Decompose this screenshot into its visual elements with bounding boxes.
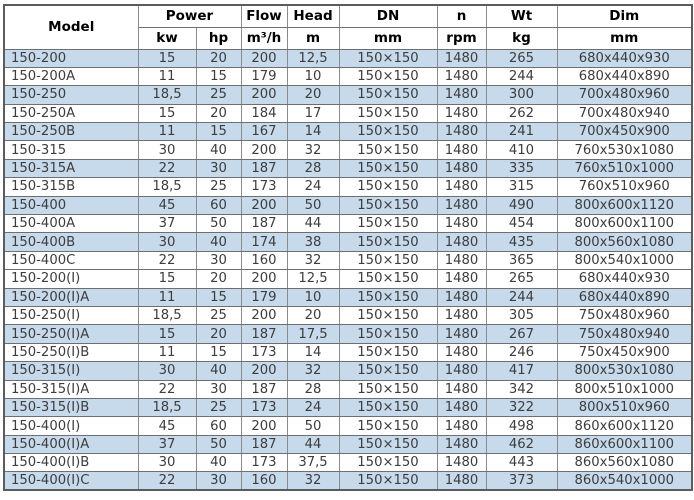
dim-cell: 750x480x960 bbox=[557, 306, 692, 324]
header-head-unit: m bbox=[287, 27, 339, 49]
n-cell: 1480 bbox=[437, 196, 486, 214]
hp-cell: 20 bbox=[196, 49, 241, 67]
dn-cell: 150×150 bbox=[339, 343, 437, 361]
dim-cell: 750x450x900 bbox=[557, 343, 692, 361]
hp-cell: 50 bbox=[196, 215, 241, 233]
wt-cell: 262 bbox=[486, 104, 557, 122]
model-cell: 150-250(I)A bbox=[4, 325, 138, 343]
table-row bbox=[4, 215, 692, 233]
head-cell: 50 bbox=[287, 417, 339, 435]
hp-cell: 15 bbox=[196, 67, 241, 85]
model-cell: 150-250(I) bbox=[4, 306, 138, 324]
wt-cell: 373 bbox=[486, 472, 557, 490]
hp-cell: 40 bbox=[196, 362, 241, 380]
dn-cell: 150×150 bbox=[339, 288, 437, 306]
hp-cell: 40 bbox=[196, 454, 241, 472]
dim-cell: 800x560x1080 bbox=[557, 233, 692, 251]
kw-cell: 18,5 bbox=[138, 306, 196, 324]
n-cell: 1480 bbox=[437, 270, 486, 288]
dim-cell: 680x440x890 bbox=[557, 288, 692, 306]
model-cell: 150-315(I)B bbox=[4, 398, 138, 416]
header-model: Model bbox=[4, 5, 138, 49]
kw-cell: 15 bbox=[138, 49, 196, 67]
header-head: Head bbox=[287, 5, 339, 27]
wt-cell: 410 bbox=[486, 141, 557, 159]
kw-cell: 22 bbox=[138, 380, 196, 398]
pump-spec-table bbox=[3, 4, 693, 491]
dn-cell: 150×150 bbox=[339, 251, 437, 269]
dn-cell: 150×150 bbox=[339, 67, 437, 85]
dim-cell: 800x600x1120 bbox=[557, 196, 692, 214]
kw-cell: 18,5 bbox=[138, 178, 196, 196]
hp-cell: 60 bbox=[196, 196, 241, 214]
flow-cell: 160 bbox=[241, 251, 287, 269]
model-cell: 150-250B bbox=[4, 123, 138, 141]
kw-cell: 37 bbox=[138, 215, 196, 233]
flow-cell: 187 bbox=[241, 325, 287, 343]
table-row bbox=[4, 178, 692, 196]
head-cell: 37,5 bbox=[287, 454, 339, 472]
header-dim: Dim bbox=[557, 5, 692, 27]
dim-cell: 800x510x960 bbox=[557, 398, 692, 416]
table-row bbox=[4, 270, 692, 288]
table-row bbox=[4, 196, 692, 214]
model-cell: 150-315A bbox=[4, 159, 138, 177]
hp-cell: 30 bbox=[196, 472, 241, 490]
n-cell: 1480 bbox=[437, 306, 486, 324]
head-cell: 32 bbox=[287, 141, 339, 159]
head-cell: 44 bbox=[287, 435, 339, 453]
flow-cell: 200 bbox=[241, 417, 287, 435]
model-cell: 150-315B bbox=[4, 178, 138, 196]
model-cell: 150-400(I)C bbox=[4, 472, 138, 490]
kw-cell: 15 bbox=[138, 104, 196, 122]
flow-cell: 173 bbox=[241, 343, 287, 361]
dn-cell: 150×150 bbox=[339, 380, 437, 398]
n-cell: 1480 bbox=[437, 215, 486, 233]
header-wt: Wt bbox=[486, 5, 557, 27]
header-hp: hp bbox=[196, 27, 241, 49]
wt-cell: 454 bbox=[486, 215, 557, 233]
wt-cell: 498 bbox=[486, 417, 557, 435]
dn-cell: 150×150 bbox=[339, 233, 437, 251]
header-row-labels bbox=[4, 5, 692, 27]
dim-cell: 800x600x1100 bbox=[557, 215, 692, 233]
flow-cell: 200 bbox=[241, 141, 287, 159]
wt-cell: 342 bbox=[486, 380, 557, 398]
kw-cell: 18,5 bbox=[138, 398, 196, 416]
dim-cell: 700x480x960 bbox=[557, 86, 692, 104]
model-cell: 150-200A bbox=[4, 67, 138, 85]
kw-cell: 18,5 bbox=[138, 86, 196, 104]
table-row bbox=[4, 325, 692, 343]
hp-cell: 15 bbox=[196, 288, 241, 306]
dn-cell: 150×150 bbox=[339, 49, 437, 67]
dim-cell: 800x530x1080 bbox=[557, 362, 692, 380]
model-cell: 150-400(I) bbox=[4, 417, 138, 435]
wt-cell: 365 bbox=[486, 251, 557, 269]
hp-cell: 20 bbox=[196, 270, 241, 288]
hp-cell: 25 bbox=[196, 398, 241, 416]
dn-cell: 150×150 bbox=[339, 196, 437, 214]
model-cell: 150-250A bbox=[4, 104, 138, 122]
model-cell: 150-315(I)A bbox=[4, 380, 138, 398]
dim-cell: 800x510x1000 bbox=[557, 380, 692, 398]
model-cell: 150-400B bbox=[4, 233, 138, 251]
dn-cell: 150×150 bbox=[339, 454, 437, 472]
dim-cell: 680x440x930 bbox=[557, 49, 692, 67]
head-cell: 32 bbox=[287, 251, 339, 269]
flow-cell: 200 bbox=[241, 362, 287, 380]
hp-cell: 15 bbox=[196, 343, 241, 361]
model-cell: 150-400(I)B bbox=[4, 454, 138, 472]
hp-cell: 25 bbox=[196, 306, 241, 324]
wt-cell: 305 bbox=[486, 306, 557, 324]
wt-cell: 462 bbox=[486, 435, 557, 453]
kw-cell: 11 bbox=[138, 288, 196, 306]
model-cell: 150-315 bbox=[4, 141, 138, 159]
kw-cell: 22 bbox=[138, 472, 196, 490]
flow-cell: 160 bbox=[241, 472, 287, 490]
head-cell: 38 bbox=[287, 233, 339, 251]
flow-cell: 200 bbox=[241, 270, 287, 288]
hp-cell: 30 bbox=[196, 380, 241, 398]
wt-cell: 265 bbox=[486, 270, 557, 288]
n-cell: 1480 bbox=[437, 104, 486, 122]
hp-cell: 20 bbox=[196, 325, 241, 343]
head-cell: 17 bbox=[287, 104, 339, 122]
dim-cell: 800x540x1000 bbox=[557, 251, 692, 269]
dn-cell: 150×150 bbox=[339, 306, 437, 324]
dn-cell: 150×150 bbox=[339, 215, 437, 233]
table-row bbox=[4, 159, 692, 177]
flow-cell: 200 bbox=[241, 306, 287, 324]
header-wt-unit: kg bbox=[486, 27, 557, 49]
flow-cell: 174 bbox=[241, 233, 287, 251]
kw-cell: 11 bbox=[138, 67, 196, 85]
n-cell: 1480 bbox=[437, 362, 486, 380]
model-cell: 150-400 bbox=[4, 196, 138, 214]
header-flow: Flow bbox=[241, 5, 287, 27]
head-cell: 28 bbox=[287, 159, 339, 177]
dn-cell: 150×150 bbox=[339, 417, 437, 435]
dim-cell: 750x480x940 bbox=[557, 325, 692, 343]
n-cell: 1480 bbox=[437, 472, 486, 490]
n-cell: 1480 bbox=[437, 417, 486, 435]
model-cell: 150-250 bbox=[4, 86, 138, 104]
flow-cell: 173 bbox=[241, 178, 287, 196]
kw-cell: 15 bbox=[138, 325, 196, 343]
wt-cell: 417 bbox=[486, 362, 557, 380]
flow-cell: 167 bbox=[241, 123, 287, 141]
kw-cell: 45 bbox=[138, 196, 196, 214]
wt-cell: 300 bbox=[486, 86, 557, 104]
table-row bbox=[4, 67, 692, 85]
header-n: n bbox=[437, 5, 486, 27]
hp-cell: 30 bbox=[196, 159, 241, 177]
dn-cell: 150×150 bbox=[339, 141, 437, 159]
n-cell: 1480 bbox=[437, 325, 486, 343]
dim-cell: 680x440x930 bbox=[557, 270, 692, 288]
wt-cell: 244 bbox=[486, 67, 557, 85]
head-cell: 24 bbox=[287, 398, 339, 416]
dim-cell: 860x600x1100 bbox=[557, 435, 692, 453]
wt-cell: 335 bbox=[486, 159, 557, 177]
head-cell: 50 bbox=[287, 196, 339, 214]
kw-cell: 22 bbox=[138, 159, 196, 177]
table-row bbox=[4, 380, 692, 398]
table-row bbox=[4, 306, 692, 324]
head-cell: 24 bbox=[287, 178, 339, 196]
n-cell: 1480 bbox=[437, 123, 486, 141]
model-cell: 150-200 bbox=[4, 49, 138, 67]
flow-cell: 187 bbox=[241, 435, 287, 453]
table-row bbox=[4, 398, 692, 416]
head-cell: 20 bbox=[287, 306, 339, 324]
hp-cell: 50 bbox=[196, 435, 241, 453]
table-body bbox=[4, 49, 692, 490]
model-cell: 150-400(I)A bbox=[4, 435, 138, 453]
table-row bbox=[4, 86, 692, 104]
head-cell: 12,5 bbox=[287, 49, 339, 67]
n-cell: 1480 bbox=[437, 435, 486, 453]
wt-cell: 246 bbox=[486, 343, 557, 361]
dim-cell: 700x480x940 bbox=[557, 104, 692, 122]
flow-cell: 200 bbox=[241, 49, 287, 67]
table-row bbox=[4, 251, 692, 269]
kw-cell: 30 bbox=[138, 141, 196, 159]
dim-cell: 860x600x1120 bbox=[557, 417, 692, 435]
flow-cell: 200 bbox=[241, 196, 287, 214]
n-cell: 1480 bbox=[437, 343, 486, 361]
flow-cell: 200 bbox=[241, 86, 287, 104]
table-row bbox=[4, 123, 692, 141]
kw-cell: 30 bbox=[138, 362, 196, 380]
dn-cell: 150×150 bbox=[339, 178, 437, 196]
wt-cell: 443 bbox=[486, 454, 557, 472]
dn-cell: 150×150 bbox=[339, 398, 437, 416]
head-cell: 20 bbox=[287, 86, 339, 104]
kw-cell: 11 bbox=[138, 123, 196, 141]
flow-cell: 187 bbox=[241, 215, 287, 233]
flow-cell: 187 bbox=[241, 380, 287, 398]
dim-cell: 760x530x1080 bbox=[557, 141, 692, 159]
table-row bbox=[4, 472, 692, 490]
head-cell: 32 bbox=[287, 472, 339, 490]
head-cell: 10 bbox=[287, 67, 339, 85]
head-cell: 32 bbox=[287, 362, 339, 380]
header-dn: DN bbox=[339, 5, 437, 27]
dim-cell: 680x440x890 bbox=[557, 67, 692, 85]
n-cell: 1480 bbox=[437, 67, 486, 85]
wt-cell: 315 bbox=[486, 178, 557, 196]
dn-cell: 150×150 bbox=[339, 362, 437, 380]
kw-cell: 30 bbox=[138, 233, 196, 251]
table-header bbox=[4, 5, 692, 49]
kw-cell: 11 bbox=[138, 343, 196, 361]
flow-cell: 173 bbox=[241, 454, 287, 472]
dn-cell: 150×150 bbox=[339, 123, 437, 141]
n-cell: 1480 bbox=[437, 159, 486, 177]
table-row bbox=[4, 362, 692, 380]
n-cell: 1480 bbox=[437, 86, 486, 104]
wt-cell: 322 bbox=[486, 398, 557, 416]
header-dn-unit: mm bbox=[339, 27, 437, 49]
table-row bbox=[4, 49, 692, 67]
dim-cell: 760x510x960 bbox=[557, 178, 692, 196]
head-cell: 10 bbox=[287, 288, 339, 306]
head-cell: 44 bbox=[287, 215, 339, 233]
table-row bbox=[4, 141, 692, 159]
table-row bbox=[4, 104, 692, 122]
flow-cell: 179 bbox=[241, 288, 287, 306]
n-cell: 1480 bbox=[437, 178, 486, 196]
hp-cell: 40 bbox=[196, 233, 241, 251]
head-cell: 28 bbox=[287, 380, 339, 398]
dn-cell: 150×150 bbox=[339, 159, 437, 177]
dim-cell: 700x450x900 bbox=[557, 123, 692, 141]
dim-cell: 860x540x1000 bbox=[557, 472, 692, 490]
flow-cell: 173 bbox=[241, 398, 287, 416]
kw-cell: 30 bbox=[138, 454, 196, 472]
dn-cell: 150×150 bbox=[339, 270, 437, 288]
table-row bbox=[4, 435, 692, 453]
kw-cell: 15 bbox=[138, 270, 196, 288]
head-cell: 14 bbox=[287, 343, 339, 361]
kw-cell: 22 bbox=[138, 251, 196, 269]
n-cell: 1480 bbox=[437, 454, 486, 472]
hp-cell: 25 bbox=[196, 86, 241, 104]
dn-cell: 150×150 bbox=[339, 435, 437, 453]
kw-cell: 45 bbox=[138, 417, 196, 435]
hp-cell: 40 bbox=[196, 141, 241, 159]
model-cell: 150-200(I)A bbox=[4, 288, 138, 306]
wt-cell: 265 bbox=[486, 49, 557, 67]
model-cell: 150-400A bbox=[4, 215, 138, 233]
head-cell: 17,5 bbox=[287, 325, 339, 343]
hp-cell: 30 bbox=[196, 251, 241, 269]
head-cell: 12,5 bbox=[287, 270, 339, 288]
table-row bbox=[4, 288, 692, 306]
n-cell: 1480 bbox=[437, 380, 486, 398]
wt-cell: 244 bbox=[486, 288, 557, 306]
dn-cell: 150×150 bbox=[339, 472, 437, 490]
flow-cell: 187 bbox=[241, 159, 287, 177]
flow-cell: 184 bbox=[241, 104, 287, 122]
header-kw: kw bbox=[138, 27, 196, 49]
flow-cell: 179 bbox=[241, 67, 287, 85]
header-dim-unit: mm bbox=[557, 27, 692, 49]
n-cell: 1480 bbox=[437, 141, 486, 159]
wt-cell: 490 bbox=[486, 196, 557, 214]
wt-cell: 241 bbox=[486, 123, 557, 141]
table-row bbox=[4, 417, 692, 435]
header-n-unit: rpm bbox=[437, 27, 486, 49]
n-cell: 1480 bbox=[437, 251, 486, 269]
dim-cell: 760x510x1000 bbox=[557, 159, 692, 177]
table-row bbox=[4, 454, 692, 472]
hp-cell: 60 bbox=[196, 417, 241, 435]
n-cell: 1480 bbox=[437, 398, 486, 416]
hp-cell: 15 bbox=[196, 123, 241, 141]
model-cell: 150-315(I) bbox=[4, 362, 138, 380]
model-cell: 150-250(I)B bbox=[4, 343, 138, 361]
table-row bbox=[4, 233, 692, 251]
dim-cell: 860x560x1080 bbox=[557, 454, 692, 472]
dn-cell: 150×150 bbox=[339, 325, 437, 343]
hp-cell: 25 bbox=[196, 178, 241, 196]
wt-cell: 435 bbox=[486, 233, 557, 251]
wt-cell: 267 bbox=[486, 325, 557, 343]
n-cell: 1480 bbox=[437, 233, 486, 251]
model-cell: 150-400C bbox=[4, 251, 138, 269]
table-row bbox=[4, 343, 692, 361]
hp-cell: 20 bbox=[196, 104, 241, 122]
n-cell: 1480 bbox=[437, 49, 486, 67]
head-cell: 14 bbox=[287, 123, 339, 141]
header-flow-unit: m³/h bbox=[241, 27, 287, 49]
dn-cell: 150×150 bbox=[339, 86, 437, 104]
n-cell: 1480 bbox=[437, 288, 486, 306]
model-cell: 150-200(I) bbox=[4, 270, 138, 288]
header-power: Power bbox=[138, 5, 241, 27]
kw-cell: 37 bbox=[138, 435, 196, 453]
dn-cell: 150×150 bbox=[339, 104, 437, 122]
